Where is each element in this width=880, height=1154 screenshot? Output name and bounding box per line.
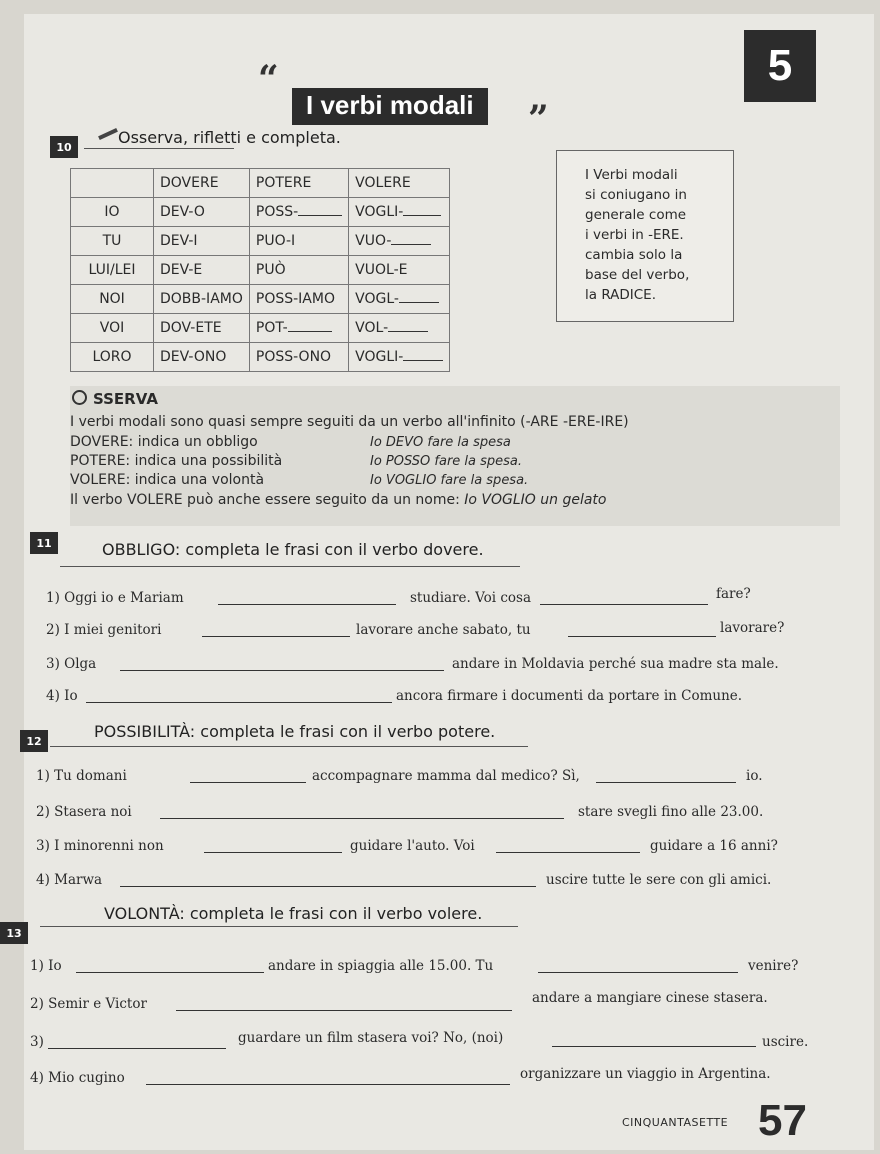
divider xyxy=(40,926,518,927)
sentence-text: 2) Stasera noi xyxy=(36,804,132,820)
sentence-text: uscire. xyxy=(762,1034,809,1050)
sentence-text: uscire tutte le sere con gli amici. xyxy=(546,872,772,888)
exercise-12-instruction: POSSIBILITÀ: completa le frasi con il verbo potere. xyxy=(94,722,496,741)
sentence-text: stare svegli fino alle 23.00. xyxy=(578,804,764,820)
page-number-words: CINQUANTASETTE xyxy=(622,1116,729,1129)
table-cell: DOV-ETE xyxy=(154,314,250,343)
note-line: I Verbi modali xyxy=(585,167,678,183)
answer-line[interactable] xyxy=(146,1084,510,1085)
table-header: DOVERE xyxy=(154,169,250,198)
osserva-example: Io POSSO fare la spesa. xyxy=(370,454,523,469)
sentence-text: 1) Oggi io e Mariam xyxy=(46,590,184,606)
exercise-11-instruction: OBBLIGO: completa le frasi con il verbo dovere. xyxy=(102,540,484,559)
table-cell: DEV-I xyxy=(154,227,250,256)
sentence-text: 2) I miei genitori xyxy=(46,622,162,638)
close-quote-icon: ” xyxy=(528,98,549,140)
sentence-text: 3) Olga xyxy=(46,656,97,672)
divider xyxy=(60,566,520,567)
chapter-number: 5 xyxy=(744,30,816,102)
sentence-text: io. xyxy=(746,768,763,784)
page-number: 57 xyxy=(758,1096,807,1145)
sentence-text: 3) xyxy=(30,1034,44,1050)
page-title: I verbi modali xyxy=(292,88,488,125)
table-cell: PUO-I xyxy=(249,227,348,256)
note-box xyxy=(556,150,734,322)
sentence-text: 1) Tu domani xyxy=(36,768,127,784)
note-line: generale come xyxy=(585,207,687,223)
table-row xyxy=(71,198,450,227)
pronoun: LUI/LEI xyxy=(71,256,154,285)
answer-line[interactable] xyxy=(552,1046,756,1047)
osserva-label: VOLERE: indica una volontà xyxy=(70,472,265,488)
osserva-label: DOVERE: indica un obbligo xyxy=(70,434,258,450)
table-header: POTERE xyxy=(249,169,348,198)
table-cell: DEV-ONO xyxy=(154,343,250,372)
pronoun: IO xyxy=(71,198,154,227)
table-cell: DOBB-IAMO xyxy=(154,285,250,314)
exercise-12-number: 12 xyxy=(20,730,48,752)
osserva-title: SSERVA xyxy=(72,390,158,408)
osserva-box xyxy=(70,386,840,526)
conjugation-table xyxy=(70,168,450,372)
table-row xyxy=(71,314,450,343)
pronoun: TU xyxy=(71,227,154,256)
sentence-text: andare a mangiare cinese stasera. xyxy=(532,990,768,1006)
divider xyxy=(50,746,528,747)
pronoun: LORO xyxy=(71,343,154,372)
sentence-text: lavorare? xyxy=(720,620,785,636)
answer-line[interactable] xyxy=(496,852,640,853)
table-header xyxy=(71,169,154,198)
table-cell: DEV-E xyxy=(154,256,250,285)
sentence-text: studiare. Voi cosa xyxy=(410,590,531,606)
sentence-text: lavorare anche sabato, tu xyxy=(356,622,531,638)
osserva-example: Io VOGLIO fare la spesa. xyxy=(370,473,529,488)
sentence-text: 3) I minorenni non xyxy=(36,838,164,854)
sentence-text: 2) Semir e Victor xyxy=(30,996,147,1012)
osserva-label: POTERE: indica una possibilità xyxy=(70,453,283,469)
pronoun: NOI xyxy=(71,285,154,314)
sentence-text: andare in spiaggia alle 15.00. Tu xyxy=(268,958,494,974)
circle-icon xyxy=(72,390,87,405)
note-line: i verbi in -ERE. xyxy=(585,227,684,243)
table-cell: POSS-ONO xyxy=(249,343,348,372)
table-row xyxy=(71,285,450,314)
osserva-intro: I verbi modali sono quasi sempre seguiti da un verbo all'infinito (-ARE -ERE-IRE) xyxy=(70,414,629,430)
table-header-row xyxy=(71,169,450,198)
note-line: la RADICE. xyxy=(585,287,657,303)
open-quote-icon: “ xyxy=(258,58,279,100)
exercise-10-instruction: Osserva, rifletti e completa. xyxy=(118,128,341,147)
sentence-text: organizzare un viaggio in Argentina. xyxy=(520,1066,771,1082)
answer-line[interactable] xyxy=(538,972,738,973)
answer-line[interactable] xyxy=(120,886,536,887)
table-row xyxy=(71,227,450,256)
answer-line[interactable] xyxy=(176,1010,512,1011)
answer-line[interactable] xyxy=(204,852,342,853)
note-line: base del verbo, xyxy=(585,267,690,283)
sentence-text: guidare l'auto. Voi xyxy=(350,838,475,854)
answer-line[interactable] xyxy=(48,1048,226,1049)
sentence-text: guardare un film stasera voi? No, (noi) xyxy=(238,1030,504,1046)
sentence-text: venire? xyxy=(748,958,799,974)
table-cell[interactable]: VUO- xyxy=(349,227,450,256)
table-cell[interactable]: VOGLI- xyxy=(349,198,450,227)
sentence-text: fare? xyxy=(716,586,751,602)
pronoun: VOI xyxy=(71,314,154,343)
table-cell: POSS-IAMO xyxy=(249,285,348,314)
answer-line[interactable] xyxy=(596,782,736,783)
table-cell: VUOL-E xyxy=(349,256,450,285)
table-cell[interactable]: POSS- xyxy=(249,198,348,227)
table-row xyxy=(71,343,450,372)
answer-line[interactable] xyxy=(202,636,350,637)
answer-line[interactable] xyxy=(120,670,444,671)
table-header: VOLERE xyxy=(349,169,450,198)
answer-line[interactable] xyxy=(76,972,264,973)
answer-line[interactable] xyxy=(160,818,564,819)
answer-line[interactable] xyxy=(218,604,396,605)
answer-line[interactable] xyxy=(568,636,716,637)
note-line: si coniugano in xyxy=(585,187,687,203)
table-cell[interactable]: POT- xyxy=(249,314,348,343)
table-cell[interactable]: VOGL- xyxy=(349,285,450,314)
sentence-text: andare in Moldavia perché sua madre sta male. xyxy=(452,656,779,672)
exercise-10-number: 10 xyxy=(50,136,78,158)
sentence-text: guidare a 16 anni? xyxy=(650,838,778,854)
table-row xyxy=(71,256,450,285)
table-cell: PUÒ xyxy=(249,256,348,285)
table-cell[interactable]: VOL- xyxy=(349,314,450,343)
sentence-text: 1) Io xyxy=(30,958,62,974)
note-line: cambia solo la xyxy=(585,247,683,263)
exercise-13-number: 13 xyxy=(0,922,28,944)
answer-line[interactable] xyxy=(190,782,306,783)
table-cell: DEV-O xyxy=(154,198,250,227)
osserva-example: Io DEVO fare la spesa xyxy=(370,435,511,450)
divider xyxy=(84,148,234,149)
sentence-text: 4) Io xyxy=(46,688,78,704)
table-cell[interactable]: VOGLI- xyxy=(349,343,450,372)
answer-line[interactable] xyxy=(86,702,392,703)
sentence-text: ancora firmare i documenti da portare in Comune. xyxy=(396,688,743,704)
answer-line[interactable] xyxy=(540,604,708,605)
sentence-text: 4) Marwa xyxy=(36,872,103,888)
sentence-text: accompagnare mamma dal medico? Sì, xyxy=(312,768,580,784)
sentence-text: 4) Mio cugino xyxy=(30,1070,125,1086)
exercise-11-number: 11 xyxy=(30,532,58,554)
exercise-13-instruction: VOLONTÀ: completa le frasi con il verbo volere. xyxy=(104,904,483,923)
osserva-last-line: Il verbo VOLERE può anche essere seguito da un nome: Io VOGLIO un gelato xyxy=(70,492,607,508)
